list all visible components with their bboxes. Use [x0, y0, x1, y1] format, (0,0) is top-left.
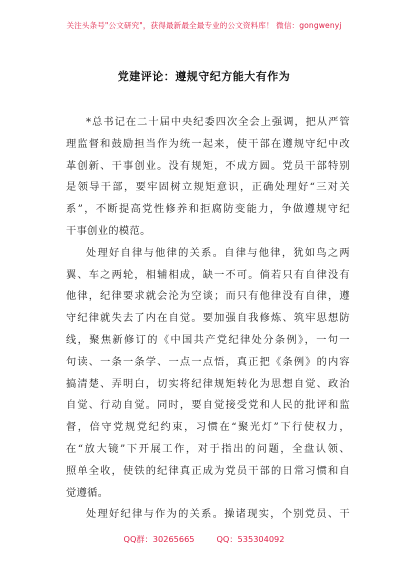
body-line: *总书记在二十届中央纪委四次全会上强调，把从严管: [86, 117, 350, 128]
body-line: 督，倍守党规党纪约束，习惯在“聚光灯”下行使权力，: [66, 422, 350, 434]
body-line: 理监督和鼓励担当作为统一起来，使干部在遵规守纪中改: [66, 138, 350, 150]
body-line: 搞清楚、弄明白，切实将纪律规矩转化为思想自觉、政治: [66, 378, 350, 390]
body-line: 是领导干部，要牢固树立规矩意识，正确处理好“三对关: [66, 182, 350, 194]
body-line: 觉遵循。: [66, 487, 109, 499]
body-line: 处理好纪律与作为的关系。操诸现实，个别党员、干: [86, 509, 350, 521]
footer-qq-contact: QQ：535304092: [216, 534, 285, 544]
body-line: 革创新、干事创业。没有规矩，不成方圆。党员干部特别: [66, 160, 350, 172]
footer-qq-group: QQ群：30265665: [123, 534, 195, 544]
body-line: 他律，纪律要求就会沦为空谈；而只有他律没有自律，遵: [66, 291, 350, 303]
body-line: 干事创业的模范。: [66, 225, 151, 237]
body-line: 守纪律就失去了内在自觉。要加强自我修炼、筑牢思想防: [66, 313, 350, 325]
document-title: 党建评论：遵规守纪方能大有作为: [117, 70, 291, 83]
body-line: 翼、车之两轮，相辅相成，缺一不可。倘若只有自律没有: [66, 269, 350, 281]
body-line: 句读、一条一条学、一点一点悟，真正把《条例》的内容: [66, 356, 350, 368]
body-line: 处理好自律与他律的关系。自律与他律，犹如鸟之两: [86, 247, 350, 259]
document-body: [66, 112, 350, 526]
body-line: 系”，不断提高党性修养和拒腐防变能力，争做遵规守纪: [66, 204, 350, 216]
header-banner: 关注头条号"公文研究"，获得最新最全最专业的公文资料库！ 微信：gongwenyj: [66, 21, 342, 30]
body-line: 自觉、行动自觉。同时，要自觉接受党和人民的批评和监: [66, 400, 350, 412]
body-line: 线，聚焦新修订的《中国共产党纪律处分条例》，一句一: [66, 334, 350, 346]
footer-contact: [0, 534, 408, 545]
body-line: 照单全收，使铁的纪律真正成为党员干部的日常习惯和自: [66, 465, 350, 477]
body-line: 在“放大镜”下开展工作，对于指出的问题，全盘认领、: [66, 443, 350, 455]
